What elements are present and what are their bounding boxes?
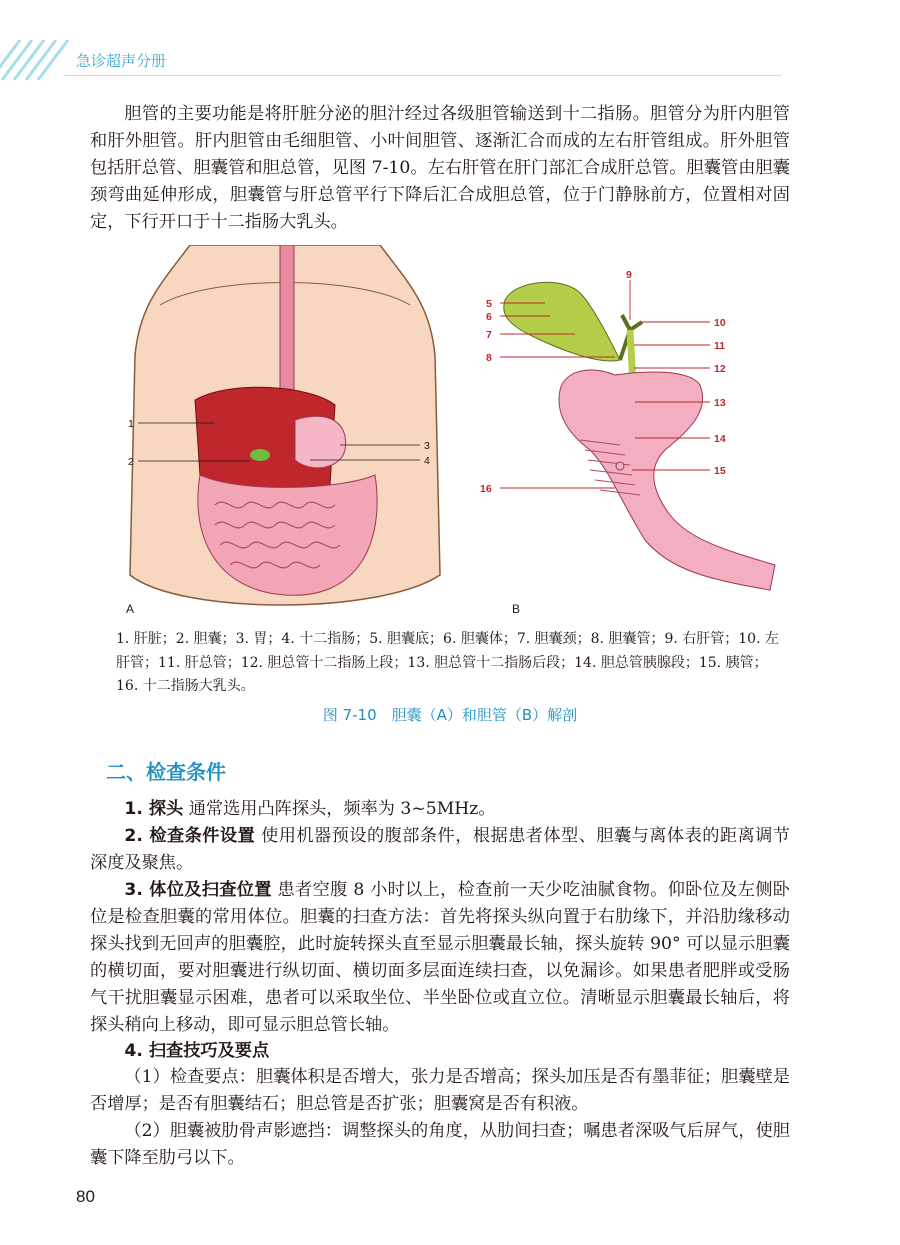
panel-b-label-16: 16 — [480, 483, 492, 495]
panel-a-letter: A — [126, 602, 135, 616]
panel-b-label-11: 11 — [714, 340, 726, 352]
panel-a-label-2: 2 — [128, 456, 134, 468]
item-4-sub-2: （2）胆囊被肋骨声影遮挡：调整探头的角度，从肋间扫查；嘱患者深吸气后屏气，使胆囊下降至肋弓以下。 — [90, 1121, 790, 1168]
item-3-position — [90, 877, 790, 1039]
item-1-text: 通常选用凸阵探头，频率为 3~5MHz。 — [188, 799, 496, 819]
item-3-text: 患者空腹 8 小时以上，检查前一天少吃油腻食物。仰卧位及左侧卧位是检查胆囊的常用体位。胆囊的扫查方法：首先将探头纵向置于右肋缘下，并沿肋缘移动探头找到无回声的胆囊腔，此时旋转探头直至显示胆囊最长轴，探头旋转 90° 可以显示胆囊的横切面，要对胆囊进行纵切面、横切面多层面连续扫查，以免漏诊。如果患者肥胖或受肠气干扰胆囊显示困难，患者可以采取坐位、半坐卧位或直立位。清晰显示胆囊最长轴后，将探头稍向上移动，即可显示胆总管长轴。 — [90, 880, 790, 1035]
item-3-label: 3. 体位及扫查位置 — [124, 880, 272, 900]
running-head: 急诊超声分册 — [76, 52, 167, 70]
page-number: 80 — [76, 1187, 95, 1206]
intro-paragraph: 胆管的主要功能是将肝脏分泌的胆汁经过各级胆管输送到十二指肠。胆管分为肝内胆管和肝外胆管。肝内胆管由毛细胆管、小叶间胆管、逐渐汇合而成的左右肝管组成。肝外胆管包括肝总管、胆囊管和胆总管，见图 7-10。左右肝管在肝门部汇合成肝总管。胆囊管由胆囊颈弯曲延伸形成，胆囊管与肝总管平行下降后汇合成胆总管，位于门静脉前方，位置相对固定，下行开口于十二指肠大乳头。 — [90, 104, 790, 232]
item-2-text: 使用机器预设的腹部条件，根据患者体型、胆囊与离体表的距离调节深度及聚焦。 — [90, 826, 790, 873]
panel-b-letter: B — [512, 602, 521, 616]
item-4-heading — [90, 1038, 790, 1065]
panel-b-label-15: 15 — [714, 465, 726, 477]
panel-b-label-10: 10 — [714, 317, 726, 329]
panel-b-label-9: 9 — [626, 270, 632, 281]
item-1-label: 1. 探头 — [124, 799, 184, 819]
item-2-settings — [90, 823, 790, 877]
figure-7-10 — [120, 245, 780, 625]
panel-a-anatomy-illustration — [120, 245, 450, 615]
panel-b-label-8: 8 — [486, 352, 492, 364]
section-heading: 二、检查条件 — [106, 760, 226, 784]
panel-b-biliary-illustration — [470, 270, 790, 610]
panel-b-label-13: 13 — [714, 397, 726, 409]
panel-b-label-7: 7 — [486, 329, 492, 341]
panel-b-label-14: 14 — [714, 433, 726, 445]
item-2-label: 2. 检查条件设置 — [124, 826, 256, 846]
panel-a-label-1: 1 — [128, 418, 134, 430]
figure-title: 图 7-10 胆囊（A）和胆管（B）解剖 — [322, 706, 578, 724]
panel-b-label-6: 6 — [486, 311, 492, 323]
item-4-label: 4. 扫查技巧及要点 — [124, 1041, 270, 1061]
panel-a-label-4: 4 — [424, 455, 430, 467]
panel-a-label-3: 3 — [424, 440, 430, 452]
header-rule — [64, 75, 782, 76]
item-4-sub-1: （1）检查要点：胆囊体积是否增大，张力是否增高；探头加压是否有墨菲征；胆囊壁是否增厚；是否有胆囊结石；胆总管是否扩张；胆囊窝是否有积液。 — [90, 1067, 790, 1114]
header-stripes-decoration — [0, 40, 70, 80]
panel-b-label-5: 5 — [486, 298, 492, 310]
figure-legend: 1. 肝脏；2. 胆囊；3. 胃；4. 十二指肠；5. 胆囊底；6. 胆囊体；7. 胆囊颈；8. 胆囊管；9. 右肝管；10. 左肝管；11. 肝总管；12. 胆总管十二指肠上段；13. 胆总管十二指肠后段；14. 胆总管胰腺段；15. 胰管；16. 十二指肠大乳头。 — [116, 631, 779, 694]
panel-b-label-12: 12 — [714, 363, 726, 375]
item-1-probe — [90, 796, 790, 823]
